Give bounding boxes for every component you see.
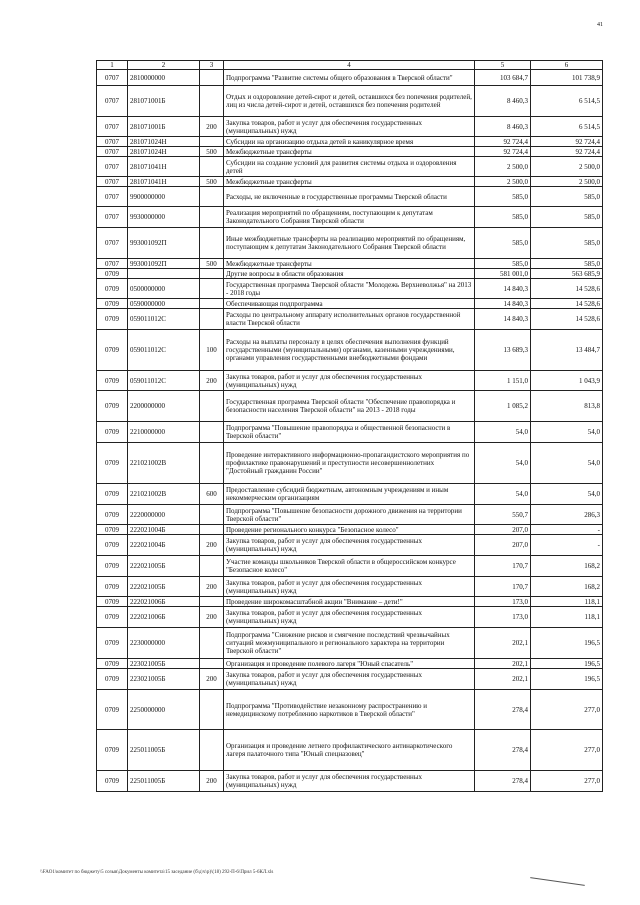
table-cell-v2: 14 528,6	[531, 309, 603, 330]
table-cell-v1: 202,1	[475, 669, 531, 690]
table-cell-vr	[200, 157, 224, 177]
table-cell-code: 993001092П	[128, 259, 200, 269]
table-cell-v2: 92 724,4	[531, 147, 603, 157]
table-cell-v2: 168,2	[531, 577, 603, 597]
table-row	[97, 279, 603, 299]
table-row	[97, 443, 603, 484]
table-cell-code: 0500000000	[128, 279, 200, 299]
table-row	[97, 228, 603, 259]
table-row	[97, 391, 603, 422]
table-row	[97, 556, 603, 577]
table-cell-v1: 278,4	[475, 730, 531, 771]
table-cell-v2: 2 500,0	[531, 157, 603, 177]
table-cell-code: 223021005Б	[128, 669, 200, 690]
table-cell-code: 059011012С	[128, 309, 200, 330]
table-cell-sec: 0709	[97, 371, 128, 391]
table-cell-sec: 0707	[97, 207, 128, 228]
table-cell-vr: 200	[200, 771, 224, 792]
table-cell-code: 281071024Н	[128, 137, 200, 147]
table-cell-vr	[200, 137, 224, 147]
table-cell-vr: 100	[200, 330, 224, 371]
table-cell-v2: 277,0	[531, 730, 603, 771]
table-cell-name: Организация и проведение полевого лагеря "Юный спасатель"	[224, 659, 475, 669]
table-cell-v1: 14 840,3	[475, 279, 531, 299]
table-cell-v1: 14 840,3	[475, 309, 531, 330]
table-cell-v2: 813,8	[531, 391, 603, 422]
table-row	[97, 117, 603, 137]
table-cell-sec: 0709	[97, 607, 128, 628]
table-cell-v2: 13 484,7	[531, 330, 603, 371]
table-cell-sec: 0707	[97, 259, 128, 269]
table-cell-name: Расходы на выплаты персоналу в целях обеспечения выполнения функций государственными (муниципальными) органами, казенными учреждениями, органами управления государственными внебюджетными фондами	[224, 330, 475, 371]
table-cell-name: Иные межбюджетные трансферты на реализацию мероприятий по обращениям, поступающим к депутатам Законодательного Собрания Тверской области	[224, 228, 475, 259]
column-header: 2	[128, 61, 200, 70]
table-cell-v1: 2 500,0	[475, 177, 531, 187]
table-cell-code: 281071024Н	[128, 147, 200, 157]
table-cell-vr	[200, 556, 224, 577]
table-row	[97, 628, 603, 659]
table-row	[97, 690, 603, 730]
table-row	[97, 259, 603, 269]
table-cell-v2: 585,0	[531, 207, 603, 228]
budget-table	[96, 60, 603, 792]
table-cell-name: Закупка товаров, работ и услуг для обеспечения государственных (муниципальных) нужд	[224, 607, 475, 628]
table-row	[97, 730, 603, 771]
table-cell-sec: 0709	[97, 299, 128, 309]
table-cell-name: Организация и проведение летнего профилактического антинаркотического лагеря палаточного типа "Юный спецназовец"	[224, 730, 475, 771]
column-header: 5	[475, 61, 531, 70]
table-cell-code: 2250000000	[128, 690, 200, 730]
table-cell-code: 281071001Б	[128, 117, 200, 137]
table-cell-v1: 202,1	[475, 628, 531, 659]
table-row	[97, 157, 603, 177]
table-cell-v2: 6 514,5	[531, 117, 603, 137]
table-cell-vr	[200, 86, 224, 117]
table-cell-vr	[200, 443, 224, 484]
table-cell-v2: 585,0	[531, 259, 603, 269]
table-row	[97, 535, 603, 556]
table-cell-v1: 585,0	[475, 187, 531, 207]
table-cell-v1: 92 724,4	[475, 147, 531, 157]
table-row	[97, 207, 603, 228]
table-row	[97, 137, 603, 147]
table-cell-name: Участие команды школьников Тверской области в общероссийском конкурсе "Безопасное колесо"	[224, 556, 475, 577]
table-cell-vr	[200, 228, 224, 259]
table-cell-sec: 0709	[97, 535, 128, 556]
table-cell-sec: 0709	[97, 484, 128, 505]
table-cell-v2: -	[531, 525, 603, 535]
table-cell-name: Межбюджетные трансферты	[224, 259, 475, 269]
table-cell-vr	[200, 279, 224, 299]
table-cell-v2: 196,5	[531, 628, 603, 659]
table-cell-name: Субсидии на создание условий для развития системы отдыха и оздоровления детей	[224, 157, 475, 177]
table-cell-vr: 200	[200, 535, 224, 556]
table-cell-v2: 196,5	[531, 659, 603, 669]
table-cell-vr: 500	[200, 259, 224, 269]
table-cell-name: Закупка товаров, работ и услуг для обеспечения государственных (муниципальных) нужд	[224, 117, 475, 137]
table-cell-vr	[200, 525, 224, 535]
table-cell-sec: 0709	[97, 669, 128, 690]
table-cell-v2: 277,0	[531, 771, 603, 792]
table-row	[97, 422, 603, 443]
table-cell-sec: 0707	[97, 117, 128, 137]
table-cell-v1: 585,0	[475, 207, 531, 228]
table-cell-v2: 585,0	[531, 228, 603, 259]
table-cell-sec: 0709	[97, 556, 128, 577]
table-cell-vr: 600	[200, 484, 224, 505]
table-cell-sec: 0707	[97, 177, 128, 187]
table-row	[97, 577, 603, 597]
table-cell-name: Реализация мероприятий по обращениям, поступающим к депутатам Законодательного Собрания Тверской области	[224, 207, 475, 228]
table-cell-code: 222021006Б	[128, 607, 200, 628]
table-cell-v2: 277,0	[531, 690, 603, 730]
table-cell-vr	[200, 659, 224, 669]
table-cell-v2: 585,0	[531, 187, 603, 207]
table-cell-v1: 207,0	[475, 535, 531, 556]
table-cell-v2: 1 043,9	[531, 371, 603, 391]
table-cell-v2: 92 724,4	[531, 137, 603, 147]
table-cell-code: 222021005Б	[128, 577, 200, 597]
table-cell-v2: 54,0	[531, 443, 603, 484]
table-cell-v2: 563 685,9	[531, 269, 603, 279]
table-cell-sec: 0709	[97, 628, 128, 659]
table-cell-v1: 170,7	[475, 577, 531, 597]
table-cell-sec: 0709	[97, 505, 128, 525]
table-row	[97, 309, 603, 330]
table-cell-v1: 54,0	[475, 422, 531, 443]
table-cell-v1: 278,4	[475, 690, 531, 730]
column-header: 6	[531, 61, 603, 70]
table-cell-vr	[200, 690, 224, 730]
table-cell-vr	[200, 187, 224, 207]
table-cell-vr: 500	[200, 177, 224, 187]
table-cell-vr: 200	[200, 117, 224, 137]
table-cell-vr	[200, 269, 224, 279]
table-cell-vr	[200, 207, 224, 228]
table-cell-name: Проведение интерактивного информационно-пропагандистского мероприятия по профилактике правонарушений и преступности несовершеннолетних "Достойный гражданин России"	[224, 443, 475, 484]
table-cell-v1: 202,1	[475, 659, 531, 669]
table-cell-name: Расходы по центральному аппарату исполнительных органов государственной власти Тверской области	[224, 309, 475, 330]
table-cell-name: Закупка товаров, работ и услуг для обеспечения государственных (муниципальных) нужд	[224, 669, 475, 690]
table-cell-vr	[200, 309, 224, 330]
table-cell-code	[128, 269, 200, 279]
table-row	[97, 177, 603, 187]
table-cell-vr	[200, 730, 224, 771]
table-cell-v1: 207,0	[475, 525, 531, 535]
table-cell-v1: 2 500,0	[475, 157, 531, 177]
table-cell-v1: 8 460,3	[475, 117, 531, 137]
table-cell-name: Подпрограмма "Развитие системы общего образования в Тверской области"	[224, 70, 475, 86]
table-cell-code: 9930000000	[128, 207, 200, 228]
table-cell-sec: 0709	[97, 279, 128, 299]
table-cell-code: 9900000000	[128, 187, 200, 207]
table-cell-name: Подпрограмма "Повышение безопасности дорожного движения на территории Тверской области"	[224, 505, 475, 525]
table-cell-code: 2220000000	[128, 505, 200, 525]
table-cell-vr: 200	[200, 669, 224, 690]
table-cell-vr: 200	[200, 607, 224, 628]
table-row	[97, 269, 603, 279]
table-cell-v1: 54,0	[475, 443, 531, 484]
table-cell-sec: 0707	[97, 157, 128, 177]
table-cell-v2: 286,3	[531, 505, 603, 525]
table-cell-v2: 14 528,6	[531, 279, 603, 299]
file-path-footer: \\FAO1\комитет по бюджету\5 созыв\Документы комитета\15 заседание (б\д\ч\р)\(18) 292-П-6\Прил 5-6КЛ.xls	[40, 870, 274, 875]
table-cell-code: 281071041Н	[128, 177, 200, 187]
table-cell-vr	[200, 597, 224, 607]
table-cell-v1: 1 085,2	[475, 391, 531, 422]
table-cell-name: Государственная программа Тверской области "Обеспечение правопорядка и безопасности населения Тверской области" на 2013 - 2018 годы	[224, 391, 475, 422]
table-row	[97, 371, 603, 391]
table-cell-v2: 118,1	[531, 607, 603, 628]
table-cell-vr	[200, 70, 224, 86]
table-cell-name: Предоставление субсидий бюджетным, автономным учреждениям и иным некоммерческим организациям	[224, 484, 475, 505]
table-cell-vr	[200, 422, 224, 443]
table-cell-v2: 196,5	[531, 669, 603, 690]
table-cell-sec: 0709	[97, 597, 128, 607]
table-cell-v2: 101 738,9	[531, 70, 603, 86]
table-cell-code: 2810000000	[128, 70, 200, 86]
table-cell-code: 222021005Б	[128, 556, 200, 577]
table-cell-sec: 0707	[97, 187, 128, 207]
table-cell-code: 0590000000	[128, 299, 200, 309]
table-cell-code: 993001092П	[128, 228, 200, 259]
table-cell-name: Закупка товаров, работ и услуг для обеспечения государственных (муниципальных) нужд	[224, 771, 475, 792]
table-cell-v1: 585,0	[475, 259, 531, 269]
table-row	[97, 607, 603, 628]
table-cell-code: 059011012С	[128, 371, 200, 391]
table-cell-v1: 103 684,7	[475, 70, 531, 86]
table-cell-vr	[200, 391, 224, 422]
table-cell-sec: 0707	[97, 147, 128, 157]
table-cell-name: Подпрограмма "Повышение правопорядка и общественной безопасности в Тверской области"	[224, 422, 475, 443]
table-cell-sec: 0709	[97, 443, 128, 484]
table-cell-v1: 550,7	[475, 505, 531, 525]
table-cell-v1: 581 001,0	[475, 269, 531, 279]
table-cell-sec: 0709	[97, 690, 128, 730]
table-cell-v1: 92 724,4	[475, 137, 531, 147]
table-cell-code: 059011012С	[128, 330, 200, 371]
table-cell-v1: 278,4	[475, 771, 531, 792]
table-cell-sec: 0709	[97, 577, 128, 597]
table-cell-name: Закупка товаров, работ и услуг для обеспечения государственных (муниципальных) нужд	[224, 535, 475, 556]
table-cell-code: 222021004Б	[128, 525, 200, 535]
table-cell-v1: 173,0	[475, 607, 531, 628]
table-cell-vr	[200, 299, 224, 309]
table-cell-name: Расходы, не включенные в государственные программы Тверской области	[224, 187, 475, 207]
table-cell-v2: 14 528,6	[531, 299, 603, 309]
table-cell-vr	[200, 505, 224, 525]
table-cell-name: Обеспечивающая подпрограмма	[224, 299, 475, 309]
table-cell-v1: 54,0	[475, 484, 531, 505]
table-cell-code: 222021006Б	[128, 597, 200, 607]
table-cell-sec: 0707	[97, 70, 128, 86]
table-cell-name: Подпрограмма "Снижение рисков и смягчение последствий чрезвычайных ситуаций межмуниципального и регионального характера на территории Тверской области"	[224, 628, 475, 659]
table-cell-name: Закупка товаров, работ и услуг для обеспечения государственных (муниципальных) нужд	[224, 371, 475, 391]
table-cell-code: 2230000000	[128, 628, 200, 659]
table-cell-code: 222021004Б	[128, 535, 200, 556]
table-cell-vr	[200, 628, 224, 659]
table-cell-sec: 0707	[97, 86, 128, 117]
table-cell-name: Субсидии на организацию отдыха детей в каникулярное время	[224, 137, 475, 147]
table-cell-name: Подпрограмма "Противодействие незаконному распространению и немедицинскому потреблению наркотиков в Тверской области"	[224, 690, 475, 730]
table-cell-code: 225011005Б	[128, 771, 200, 792]
table-cell-code: 2200000000	[128, 391, 200, 422]
table-cell-name: Государственная программа Тверской области "Молодежь Верхневолжья" на 2013 - 2018 годы	[224, 279, 475, 299]
table-cell-v1: 13 689,3	[475, 330, 531, 371]
table-row	[97, 597, 603, 607]
table-row	[97, 70, 603, 86]
table-cell-sec: 0709	[97, 309, 128, 330]
table-cell-sec: 0709	[97, 330, 128, 371]
table-cell-name: Другие вопросы в области образования	[224, 269, 475, 279]
column-header: 1	[97, 61, 128, 70]
table-cell-name: Проведение регионального конкурса "Безопасное колесо"	[224, 525, 475, 535]
table-cell-name: Проведение широкомасштабной акции "Внимание – дети!"	[224, 597, 475, 607]
table-row	[97, 147, 603, 157]
table-cell-sec: 0709	[97, 391, 128, 422]
table-cell-code: 281071001Б	[128, 86, 200, 117]
table-cell-name: Отдых и оздоровление детей-сирот и детей, оставшихся без попечения родителей, лиц из числа детей-сирот и детей, оставшихся без попечения родителей	[224, 86, 475, 117]
table-cell-code: 221021002В	[128, 484, 200, 505]
signature-stroke	[530, 877, 585, 886]
table-cell-sec: 0707	[97, 137, 128, 147]
table-cell-sec: 0709	[97, 422, 128, 443]
table-cell-sec: 0709	[97, 659, 128, 669]
table-row	[97, 771, 603, 792]
table-row	[97, 669, 603, 690]
table-row	[97, 187, 603, 207]
table-cell-v1: 8 460,3	[475, 86, 531, 117]
table-row	[97, 525, 603, 535]
table-cell-name: Закупка товаров, работ и услуг для обеспечения государственных (муниципальных) нужд	[224, 577, 475, 597]
table-row	[97, 330, 603, 371]
table-cell-code: 221021002В	[128, 443, 200, 484]
table-cell-v1: 170,7	[475, 556, 531, 577]
table-cell-v2: 54,0	[531, 484, 603, 505]
table-cell-name: Межбюджетные трансферты	[224, 147, 475, 157]
table-row	[97, 659, 603, 669]
table-cell-name: Межбюджетные трансферты	[224, 177, 475, 187]
table-cell-code: 223021005Б	[128, 659, 200, 669]
table-header-row	[97, 61, 603, 70]
table-cell-vr: 200	[200, 371, 224, 391]
table-cell-sec: 0709	[97, 525, 128, 535]
table-cell-v2: 2 500,0	[531, 177, 603, 187]
table-cell-code: 2210000000	[128, 422, 200, 443]
table-cell-vr: 500	[200, 147, 224, 157]
table-cell-v1: 173,0	[475, 597, 531, 607]
table-cell-v1: 1 151,0	[475, 371, 531, 391]
table-cell-code: 281071041Н	[128, 157, 200, 177]
column-header: 4	[224, 61, 475, 70]
table-row	[97, 86, 603, 117]
table-cell-sec: 0709	[97, 730, 128, 771]
table-cell-vr: 200	[200, 577, 224, 597]
table-cell-v2: 168,2	[531, 556, 603, 577]
table-cell-sec: 0707	[97, 228, 128, 259]
table-row	[97, 484, 603, 505]
column-header: 3	[200, 61, 224, 70]
table-cell-v2: 118,1	[531, 597, 603, 607]
table-row	[97, 505, 603, 525]
table-cell-sec: 0709	[97, 771, 128, 792]
page-number: 41	[597, 22, 603, 28]
table-cell-v1: 14 840,3	[475, 299, 531, 309]
table-cell-v2: 54,0	[531, 422, 603, 443]
table-cell-v2: -	[531, 535, 603, 556]
table-cell-v2: 6 514,5	[531, 86, 603, 117]
table-cell-code: 225011005Б	[128, 730, 200, 771]
table-cell-v1: 585,0	[475, 228, 531, 259]
table-cell-sec: 0709	[97, 269, 128, 279]
table-row	[97, 299, 603, 309]
